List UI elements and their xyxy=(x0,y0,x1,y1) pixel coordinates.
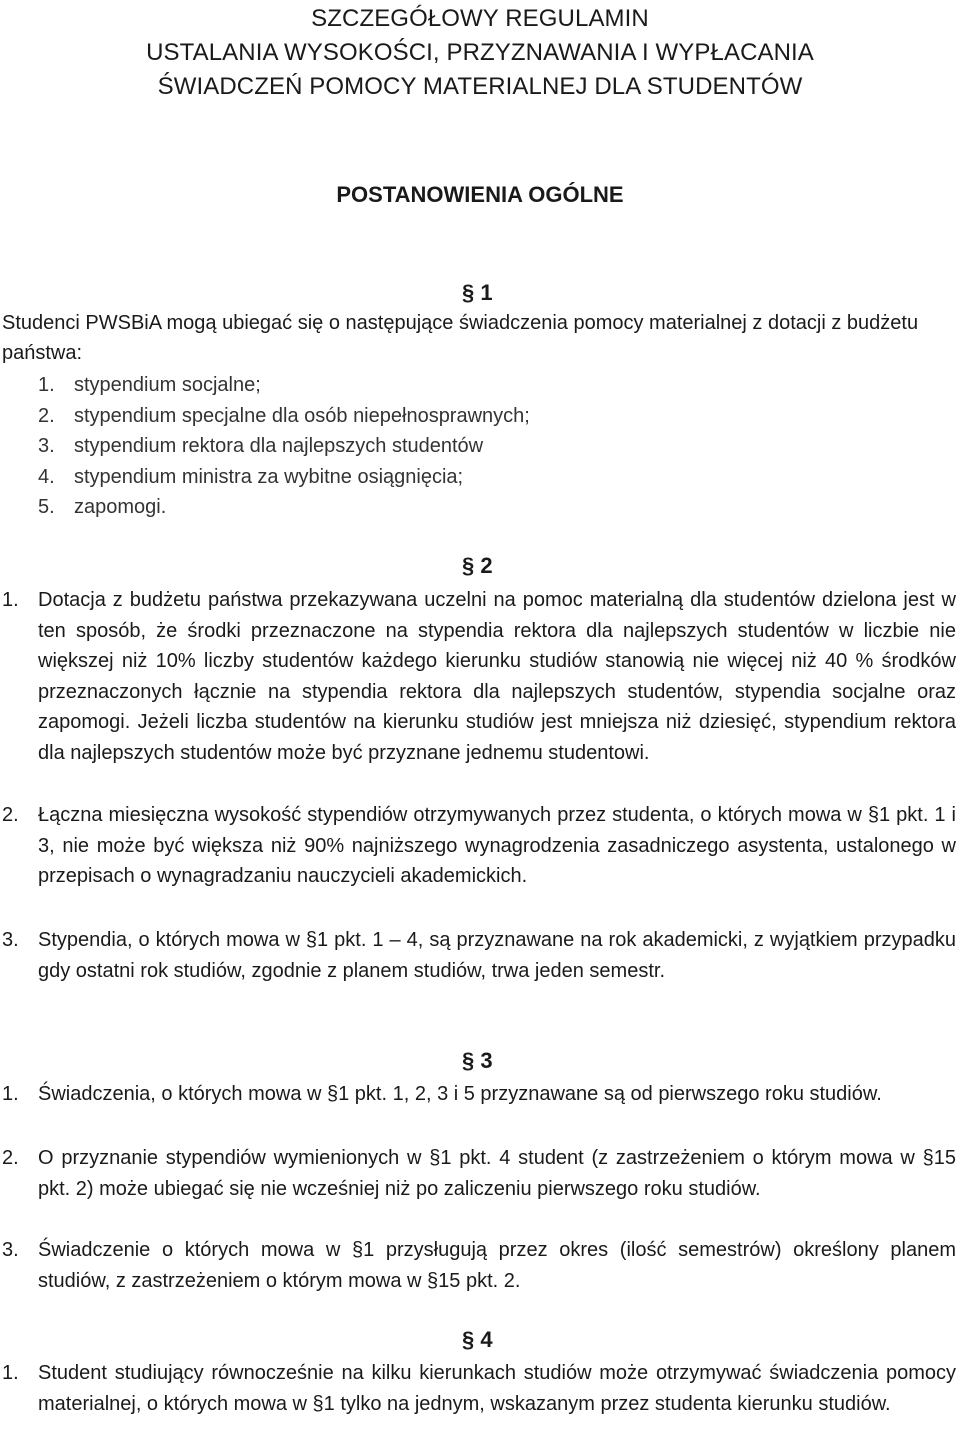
paragraph-3-item-3: 3. Świadczenie o których mowa w §1 przysługują przez okres (ilość semestrów) określony planem studiów, z zastrzeżeniem o którym mowa w §15 pkt. 2. xyxy=(2,1239,956,1292)
paragraph-3-item-1: 1. Świadczenia, o których mowa w §1 pkt. 1, 2, 3 i 5 przyznawane są od pierwszego roku studiów. xyxy=(2,1083,882,1105)
list-item: 1. stypendium socjalne; xyxy=(38,374,261,396)
paragraph-2-item-1: 1. Dotacja z budżetu państwa przekazywana uczelni na pomoc materialną dla studentów dzielona jest w ten sposób, że środki przeznaczone na stypendia rektora dla najlepszych studentów w liczbie nie większej niż 10% liczby studentów każdego kierunku studiów stanowią nie więcej niż 40 % środków przeznaczonych łącznie na stypendia rektora dla najlepszych studentów, stypendia socjalne oraz zapomogi. Jeżeli liczba studentów na kierunku studiów jest mniejsza niż dziesięć, stypendium rektora dla najlepszych studentów może być przyznane jednemu studentowi. xyxy=(2,589,956,764)
paragraph-2-item-2: 2. Łączna miesięczna wysokość stypendiów otrzymywanych przez studenta, o których mowa w §1 pkt. 1 i 3, nie może być większa niż 90% najniższego wynagrodzenia zasadniczego asystenta, ustalonego w przepisach o wynagradzaniu nauczycieli akademickich. xyxy=(2,804,956,887)
paragraph-1-intro: Studenci PWSBiA mogą ubiegać się o następujące świadczenia pomocy materialnej z dotacji z budżetu państwa: xyxy=(2,312,919,364)
benefits-list xyxy=(38,370,530,523)
title-line: USTALANIA WYSOKOŚCI, PRZYZNAWANIA I WYPŁACANIA xyxy=(146,39,814,66)
paragraph-4-item-1: 1. Student studiujący równocześnie na kilku kierunkach studiów może otrzymywać świadczenia pomocy materialnej, o których mowa w §1 tylko na jednym, wskazanym przez studenta kierunku studiów. xyxy=(2,1362,956,1415)
title-line: SZCZEGÓŁOWY REGULAMIN xyxy=(311,5,649,32)
paragraph-mark-1: § 1 xyxy=(462,280,493,305)
paragraph-2-item-3: 3. Stypendia, o których mowa w §1 pkt. 1 – 4, są przyznawane na rok akademicki, z wyjątkiem przypadku gdy ostatni rok studiów, zgodnie z planem studiów, trwa jeden semestr. xyxy=(2,929,956,982)
paragraph-3-item-2: 2. O przyznanie stypendiów wymienionych w §1 pkt. 4 student (z zastrzeżeniem o którym mowa w §15 pkt. 2) może ubiegać się nie wcześniej niż po zaliczeniu pierwszego roku studiów. xyxy=(2,1147,956,1200)
section-heading: POSTANOWIENIA OGÓLNE xyxy=(336,182,624,207)
list-item: 4. stypendium ministra za wybitne osiągnięcia; xyxy=(38,465,464,488)
document-title xyxy=(0,2,960,104)
list-item: 3. stypendium rektora dla najlepszych studentów xyxy=(38,435,484,457)
paragraph-mark-4: § 4 xyxy=(462,1327,493,1352)
paragraph-mark-2: § 2 xyxy=(462,553,493,578)
title-line: ŚWIADCZEŃ POMOCY MATERIALNEJ DLA STUDENTÓW xyxy=(157,73,803,100)
list-item: 2. stypendium specjalne dla osób niepełnosprawnych; xyxy=(38,404,530,427)
paragraph-mark-3: § 3 xyxy=(462,1048,493,1073)
list-item: 5. zapomogi. xyxy=(38,496,167,518)
